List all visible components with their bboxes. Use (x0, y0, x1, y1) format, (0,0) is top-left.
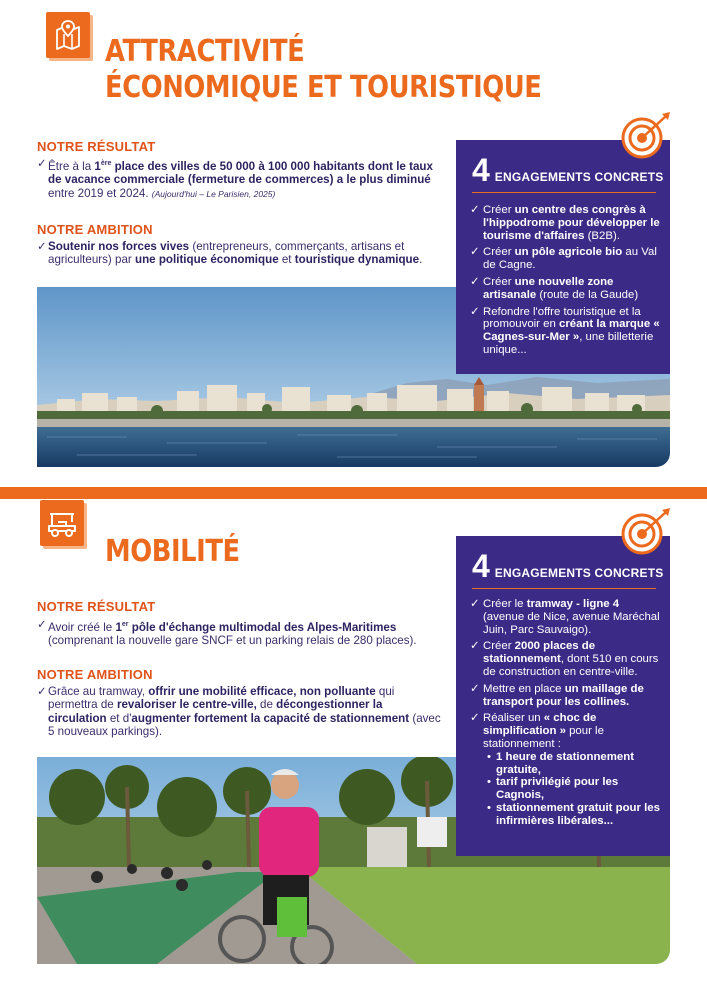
golf-cart-icon (46, 508, 78, 538)
engagement-sub-item: • stationnement gratuit pour les infirmières libérales... (487, 802, 660, 828)
engagement-item: ✓ Créer un pôle agricole bio au Val de Cagne. (470, 246, 657, 272)
check-icon: ✓ (37, 240, 47, 253)
engagement-item: ✓ Créer le tramway - ligne 4 (avenue de Nice, avenue Maréchal Juin, Parc Sauvaigo). (470, 598, 660, 636)
engagement-item: ✓ Mettre en place un maillage de transport pour les collines. (470, 682, 644, 708)
section1-icon-box (46, 12, 90, 58)
check-icon: ✓ (37, 618, 47, 631)
section1-ambition-text: ✓ Soutenir nos forces vives (entrepreneurs, commerçants, artisans et agriculteurs) par une politique économique et touristique dynamique. (37, 240, 423, 267)
section2-engagements-list (470, 598, 660, 832)
map-pin-icon (54, 20, 82, 50)
section2-icon-box (40, 500, 84, 546)
check-icon: ✓ (470, 640, 480, 653)
engagement-sub-list (483, 751, 660, 828)
engagements-divider (472, 588, 656, 589)
engagement-item: ✓ Créer 2000 places de stationnement, dont 510 en cours de construction en centre-ville. (470, 640, 659, 678)
section2-ambition-text: ✓ Grâce au tramway, offrir une mobilité efficace, non polluante qui permettra de revaloriser le centre-ville, de décongestionner la circulation et d'augmenter fortement la capacité de stationnement (avec 5 nouveaux parkings). (37, 685, 441, 739)
section1-engagements-box (456, 140, 670, 374)
section1-result-label: NOTRE RÉSULTAT (37, 139, 156, 154)
section-divider (0, 487, 707, 499)
section2-result-label: NOTRE RÉSULTAT (37, 599, 156, 614)
engagement-sub-item: • tarif privilégié pour les Cagnois, (487, 776, 660, 802)
check-icon: ✓ (470, 204, 480, 216)
check-icon: ✓ (470, 682, 480, 695)
check-icon: ✓ (37, 685, 47, 698)
source-citation: (Aujourd'hui – Le Parisien, 2025) (151, 188, 276, 199)
target-icon (618, 110, 672, 160)
section1-engagements-list (470, 204, 660, 361)
check-icon: ✓ (470, 305, 480, 318)
section2-result-text: ✓ Avoir créé le 1er pôle d'échange multimodal des Alpes-Maritimes (comprenant la nouvelle gare SNCF et un parking relais de 280 places). (37, 618, 417, 648)
section2-engagements-box (456, 536, 670, 856)
section1-ambition-label: NOTRE AMBITION (37, 222, 153, 237)
engagement-item: ✓ Réaliser un « choc de simplification » pour le stationnement : • 1 heure de stationnement gratuite, • tarif privilégié pour les Cagnois, • stationnement gratuit pour les infirmières libérales... (470, 712, 660, 827)
target-icon (618, 506, 672, 556)
section1-title-line2: ÉCONOMIQUE ET TOURISTIQUE (105, 70, 542, 105)
section2-title: MOBILITÉ (105, 534, 240, 569)
engagement-sub-item: • 1 heure de stationnement gratuite, (487, 751, 660, 777)
engagements-count: 4 (472, 152, 490, 188)
section1-result-text: ✓ Être à la 1ère place des villes de 50 000 à 100 000 habitants dont le taux de vacance commerciale (fermeture de commerces) a le plus diminué entre 2019 et 2024. (Aujourd'hui – Le Parisien, 2025) (37, 157, 433, 200)
engagements-count: 4 (472, 548, 490, 584)
check-icon: ✓ (470, 246, 480, 259)
engagements-label: ENGAGEMENTS CONCRETS (494, 170, 664, 184)
engagement-item: ✓ Refondre l'offre touristique et la promouvoir en créant la marque « Cagnes-sur-Mer », une billetterie unique... (470, 305, 660, 356)
check-icon: ✓ (470, 712, 480, 725)
engagement-item: ✓ Créer une nouvelle zone artisanale (route de la Gaude) (470, 275, 639, 301)
check-icon: ✓ (37, 157, 47, 170)
check-icon: ✓ (470, 275, 480, 288)
engagement-item: ✓ Créer un centre des congrès à l'hippodrome pour développer le tourisme d'affaires (B2B). (470, 204, 660, 242)
engagements-divider (472, 192, 656, 193)
section2-ambition-label: NOTRE AMBITION (37, 667, 153, 682)
check-icon: ✓ (470, 598, 480, 610)
section1-title-line1: ATTRACTIVITÉ (105, 34, 305, 69)
engagements-label: ENGAGEMENTS CONCRETS (494, 566, 664, 580)
